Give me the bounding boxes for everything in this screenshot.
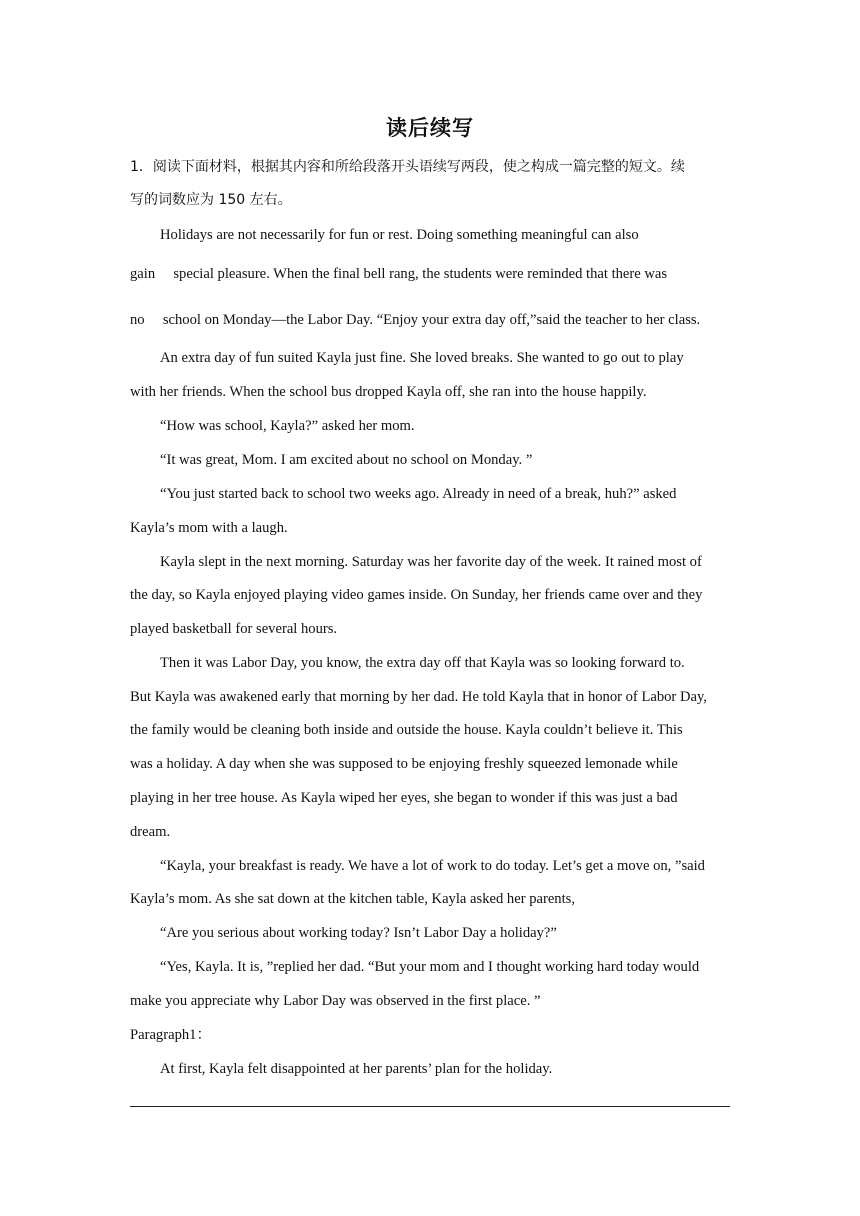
passage-line: played basketball for several hours. — [130, 621, 338, 637]
paragraph1-label: Paragraph1： — [130, 1027, 212, 1043]
passage-line: the day, so Kayla enjoyed playing video games inside. On Sunday, her friends came over and they — [130, 587, 703, 603]
instruction-line-2: 写的词数应为 150 左右。 — [130, 192, 292, 208]
passage-line: with her friends. When the school bus dropped Kayla off, she ran into the house happily. — [130, 384, 647, 400]
passage-line: “Are you serious about working today? Isn’t Labor Day a holiday?” — [160, 925, 557, 941]
passage-line: But Kayla was awakened early that morning by her dad. He told Kayla that in honor of Labor Day, — [130, 689, 707, 705]
paragraph1-opening-sentence: At first, Kayla felt disappointed at her parents’ plan for the holiday. — [160, 1061, 553, 1077]
passage-line: An extra day of fun suited Kayla just fine. She loved breaks. She wanted to go out to play — [160, 350, 684, 366]
passage-line: Kayla slept in the next morning. Saturday was her favorite day of the week. It rained most of — [160, 554, 702, 570]
passage-line: Holidays are not necessarily for fun or rest. Doing something meaningful can also — [160, 227, 639, 243]
passage-line: the family would be cleaning both inside and outside the house. Kayla couldn’t believe it. This — [130, 722, 683, 738]
passage-line: “Yes, Kayla. It is, ”replied her dad. “But your mom and I thought working hard today would — [160, 959, 700, 975]
passage-line: gain special pleasure. When the final bell rang, the students were reminded that there was — [130, 266, 668, 282]
passage-line: playing in her tree house. As Kayla wiped her eyes, she began to wonder if this was just a bad — [130, 790, 678, 806]
passage-line: “You just started back to school two weeks ago. Already in need of a break, huh?” asked — [160, 486, 677, 502]
passage-line: dream. — [130, 824, 171, 840]
passage-line: no school on Monday—the Labor Day. “Enjoy your extra day off,”said the teacher to her class. — [130, 312, 701, 328]
answer-line[interactable] — [130, 1106, 730, 1107]
page-title: 读后续写 — [386, 116, 474, 140]
passage-line: Kayla’s mom with a laugh. — [130, 520, 288, 536]
passage-line: “It was great, Mom. I am excited about no school on Monday. ” — [160, 452, 533, 468]
instruction-line-1: 1．阅读下面材料，根据其内容和所给段落开头语续写两段，使之构成一篇完整的短文。续 — [130, 159, 685, 175]
passage-line: “How was school, Kayla?” asked her mom. — [160, 418, 415, 434]
passage-line: make you appreciate why Labor Day was observed in the first place. ” — [130, 993, 541, 1009]
passage-line: was a holiday. A day when she was supposed to be enjoying freshly squeezed lemonade while — [130, 756, 678, 772]
passage-line: Kayla’s mom. As she sat down at the kitchen table, Kayla asked her parents, — [130, 891, 575, 907]
passage-line: “Kayla, your breakfast is ready. We have a lot of work to do today. Let’s get a move on, ”said — [160, 858, 705, 874]
passage-line: Then it was Labor Day, you know, the extra day off that Kayla was so looking forward to. — [160, 655, 685, 671]
